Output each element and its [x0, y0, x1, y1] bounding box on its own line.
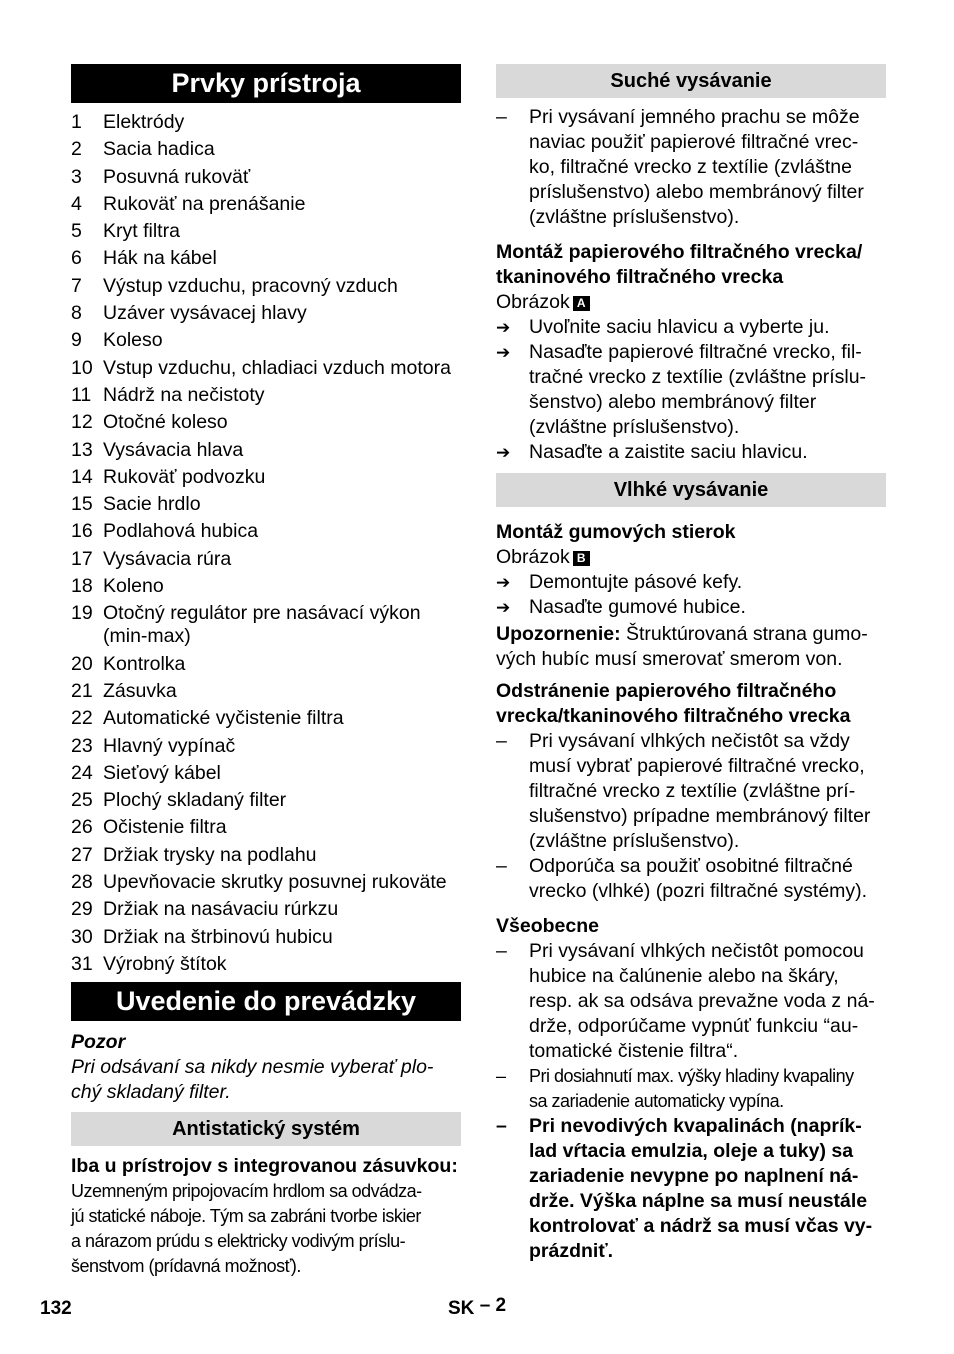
section-heading-startup: Uvedenie do prevádzky [71, 982, 461, 1021]
part-number: 24 [71, 761, 93, 784]
part-name: Očistenie filtra [103, 816, 227, 839]
parts-list [71, 111, 461, 976]
part-name: Plochý skladaný filter [103, 789, 287, 812]
dash-marker: – [496, 1066, 506, 1086]
part-name: Koleno [103, 575, 164, 598]
part-number: 28 [71, 871, 93, 894]
parts-list-item [71, 166, 461, 189]
part-name: Automatické vyčistenie filtra [103, 707, 344, 730]
part-name: Sacia hadica [103, 138, 215, 161]
warning-label: Pozor [71, 1030, 126, 1053]
part-number: 8 [71, 302, 82, 325]
parts-list-item [71, 548, 461, 571]
parts-list-item [71, 302, 461, 325]
parts-list-item [71, 357, 461, 380]
part-number: 16 [71, 520, 93, 543]
parts-list-item [71, 575, 461, 598]
parts-list-item [71, 653, 461, 676]
part-name: Rukoväť podvozku [103, 465, 266, 488]
part-number: 30 [71, 925, 93, 948]
step-item [496, 570, 886, 595]
arrow-icon: ➔ [496, 598, 511, 617]
part-name: Hlavný vypínač [103, 734, 236, 757]
parts-list-item [71, 680, 461, 703]
part-number: 23 [71, 734, 93, 757]
parts-list-item [71, 816, 461, 839]
dash-marker: – [496, 1115, 507, 1137]
general-item [496, 939, 886, 1064]
antistatic-line: šenstvom (prídavná možnosť). [71, 1255, 301, 1276]
note-text: Štruktúrovaná strana gumo- [620, 623, 868, 645]
left-column [71, 64, 461, 1279]
part-number: 2 [71, 138, 82, 161]
text-line: príslušenstvo) alebo membránový filter [529, 181, 864, 203]
part-name: Výstup vzduchu, pracovný vzduch [103, 274, 398, 297]
step-item [496, 340, 886, 440]
antistatic-heading: Antistatický systém [71, 1112, 461, 1146]
text-line: (zvláštne príslušenstvo). [529, 416, 740, 438]
text-line: tračné vrecko z textílie (zvláštne príslu- [529, 366, 867, 388]
arrow-icon: ➔ [496, 573, 511, 592]
figure-reference-a [496, 290, 886, 315]
part-number: 18 [71, 575, 93, 598]
part-number: 22 [71, 707, 93, 730]
parts-list-item [71, 220, 461, 243]
parts-list-item [71, 329, 461, 352]
text-line: hubice na čalúnenie alebo na škáry, [529, 965, 839, 987]
part-number: 13 [71, 438, 93, 461]
step-item [496, 595, 886, 620]
remove-item [496, 854, 886, 904]
text-line: naviac použiť papierové filtračné vrec- [529, 131, 859, 153]
parts-list-item [71, 275, 461, 298]
general-title: Všeobecne [496, 915, 599, 937]
part-name: Posuvná rukoväť [103, 165, 251, 188]
antistatic-subtitle: Iba u prístrojov s integrovanou zásuvkou: [71, 1154, 458, 1177]
page-number: 132 [40, 1298, 72, 1319]
antistatic-line: a nárazom prúdu s elektricky vodivým príslu- [71, 1230, 406, 1251]
part-name: Zásuvka [103, 679, 177, 702]
text-line: Pri dosiahnutí max. výšky hladiny kvapaliny [529, 1066, 854, 1086]
note-label: Upozornenie: [496, 623, 621, 645]
general-item [496, 1064, 886, 1114]
text-line: slušenstvo) prípadne membránový filter [529, 805, 871, 827]
part-name: Sieťový kábel [103, 761, 221, 784]
part-number: 9 [71, 329, 82, 352]
part-number: 3 [71, 165, 82, 188]
figure-b-icon: B [573, 551, 590, 566]
part-name: Držiak trysky na podlahu [103, 843, 317, 866]
text-line: tomatické čistenie filtra“. [529, 1040, 739, 1062]
part-number: 4 [71, 192, 82, 215]
part-number: 15 [71, 493, 93, 516]
arrow-icon: ➔ [496, 343, 511, 362]
part-name: Výrobný štítok [103, 952, 227, 975]
part-number: 7 [71, 274, 82, 297]
text-line: drže. Výška náplne sa musí neustále [529, 1190, 868, 1212]
parts-list-item [71, 871, 461, 894]
part-name: Sacie hrdlo [103, 493, 201, 516]
part-name: Kontrolka [103, 652, 186, 675]
parts-list-item [71, 926, 461, 949]
part-name: Držiak na nasávaciu rúrkzu [103, 898, 339, 921]
part-number: 20 [71, 652, 93, 675]
part-number: 21 [71, 679, 93, 702]
text-line: prázdniť. [529, 1240, 614, 1262]
note-paragraph [496, 622, 886, 647]
dash-marker: – [496, 940, 507, 962]
language-section-label [448, 1295, 507, 1320]
parts-list-item [71, 111, 461, 134]
rubber-wipers-title: Montáž gumových stierok [496, 521, 736, 543]
text-line: vrecko (vlhké) (pozri filtračné systémy). [529, 880, 868, 902]
part-number: 10 [71, 356, 93, 379]
remove-item [496, 729, 886, 854]
remove-bag-title: Odstránenie papierového filtračného [496, 680, 837, 702]
step-text: Nasaďte a zaistite saciu hlavicu. [529, 441, 808, 463]
part-name: Kryt filtra [103, 220, 180, 243]
part-number: 26 [71, 816, 93, 839]
section-number: – 2 [479, 1295, 507, 1316]
figure-reference-b [496, 545, 886, 570]
arrow-icon: ➔ [496, 443, 511, 462]
text-line: lad vŕtacia emulzia, oleje a tuky) sa [529, 1140, 854, 1162]
section-heading-device-elements: Prvky prístroja [71, 64, 461, 103]
text-line: (zvláštne príslušenstvo). [529, 206, 740, 228]
text-line: musí vybrať papierové filtračné vrecko, [529, 755, 865, 777]
parts-list-item [71, 707, 461, 730]
part-name: Rukoväť na prenášanie [103, 192, 306, 215]
figure-a-icon: A [573, 296, 590, 311]
text-line: drže, odporúčame vypnúť funkciu “au- [529, 1015, 859, 1037]
part-number: 6 [71, 247, 82, 270]
antistatic-line: Uzemneným pripojovacím hrdlom sa odvádza- [71, 1180, 422, 1201]
part-name: Uzáver vysávacej hlavy [103, 302, 307, 325]
parts-list-item [71, 735, 461, 758]
parts-list-item [71, 411, 461, 434]
dash-marker: – [496, 855, 507, 877]
part-name: Podlahová hubica [103, 520, 259, 543]
part-number: 5 [71, 220, 82, 243]
text-line: Pri vysávaní vlhkých nečistôt pomocou [529, 940, 864, 962]
part-name: Vysávacia hlava [103, 438, 244, 461]
text-line: Pri vysávaní vlhkých nečistôt sa vždy [529, 730, 850, 752]
part-name: Hák na kábel [103, 247, 217, 270]
part-number: 29 [71, 898, 93, 921]
step-text: Uvoľnite saciu hlavicu a vyberte ju. [529, 316, 830, 338]
part-name: Elektródy [103, 111, 185, 133]
text-line: kontrolovať a nádrž sa musí včas vy- [529, 1215, 873, 1237]
parts-list-item [71, 844, 461, 867]
part-name: Nádrž na nečistoty [103, 383, 265, 406]
parts-list-item [71, 384, 461, 407]
mount-paper-bag-title: tkaninového filtračného vrecka [496, 266, 784, 288]
part-number: 1 [71, 111, 82, 133]
parts-list-item [71, 953, 461, 976]
parts-list-item [71, 247, 461, 270]
parts-list-item [71, 789, 461, 812]
part-number: 17 [71, 547, 93, 570]
parts-list-item [71, 138, 461, 161]
general-item [496, 1114, 886, 1264]
part-name: Otočné koleso [103, 411, 228, 434]
parts-list-item [71, 493, 461, 516]
part-number: 31 [71, 952, 93, 975]
part-number: 27 [71, 843, 93, 866]
text-line: Pri nevodivých kvapalinách (naprík- [529, 1115, 862, 1137]
language-code: SK [448, 1298, 475, 1319]
parts-list-item [71, 602, 461, 648]
text-line: Nasaďte papierové filtračné vrecko, fil- [529, 341, 862, 363]
part-number: 25 [71, 789, 93, 812]
parts-list-item [71, 762, 461, 785]
text-line: Odporúča sa použiť osobitné filtračné [529, 855, 853, 877]
part-name: Vstup vzduchu, chladiaci vzduch motora [103, 356, 451, 379]
note-text: vých hubíc musí smerovať smerom von. [496, 648, 843, 670]
warning-text-line1: Pri odsávaní sa nikdy nesmie vyberať plo- [71, 1055, 434, 1078]
step-item [496, 440, 886, 465]
warning-text-line2: chý skladaný filter. [71, 1080, 231, 1103]
part-number: 12 [71, 411, 93, 434]
part-number: 19 [71, 602, 93, 625]
parts-list-item [71, 193, 461, 216]
text-line: (zvláštne príslušenstvo). [529, 830, 740, 852]
figure-label: Obrázok [496, 291, 570, 313]
text-line: šenstvo) alebo membránový filter [529, 391, 817, 413]
part-name: Otočný regulátor pre nasávací výkon (min-max) [103, 602, 421, 648]
part-name: Vysávacia rúra [103, 547, 232, 570]
part-name: Držiak na štrbinovú hubicu [103, 925, 333, 948]
arrow-icon: ➔ [496, 318, 511, 337]
remove-bag-title: vrecka/tkaninového filtračného vrecka [496, 705, 851, 727]
dash-marker: – [496, 106, 507, 128]
step-text: Nasaďte gumové hubice. [529, 596, 746, 618]
text-line: Pri vysávaní jemného prachu se môže [529, 106, 860, 128]
parts-list-item [71, 466, 461, 489]
part-name: Koleso [103, 329, 163, 352]
part-number: 14 [71, 465, 93, 488]
parts-list-item [71, 898, 461, 921]
step-text: Demontujte pásové kefy. [529, 571, 743, 593]
part-name: Upevňovacie skrutky posuvnej rukoväte [103, 871, 447, 894]
text-line: resp. ak sa odsáva prevažne voda z ná- [529, 990, 875, 1012]
part-number: 11 [71, 383, 92, 406]
right-column [496, 64, 886, 1264]
parts-list-item [71, 520, 461, 543]
step-item [496, 315, 886, 340]
mount-paper-bag-title: Montáž papierového filtračného vrecka/ [496, 241, 863, 263]
antistatic-line: jú statické náboje. Tým sa zabráni tvorbe iskier [71, 1205, 421, 1226]
text-line: filtračné vrecko z textílie (zvláštne prí- [529, 780, 856, 802]
antistatic-text [71, 1179, 461, 1279]
parts-list-item [71, 439, 461, 462]
dry-vacuuming-heading: Suché vysávanie [496, 64, 886, 98]
figure-label: Obrázok [496, 546, 570, 568]
text-line: ko, filtračné vrecko z textílie (zvláštne [529, 156, 852, 178]
wet-vacuuming-heading: Vlhké vysávanie [496, 473, 886, 507]
dash-marker: – [496, 730, 507, 752]
text-line: sa zariadenie automaticky vypína. [529, 1091, 784, 1111]
text-line: zariadenie nevypne po naplnení ná- [529, 1165, 859, 1187]
dry-vacuuming-item [496, 105, 886, 230]
